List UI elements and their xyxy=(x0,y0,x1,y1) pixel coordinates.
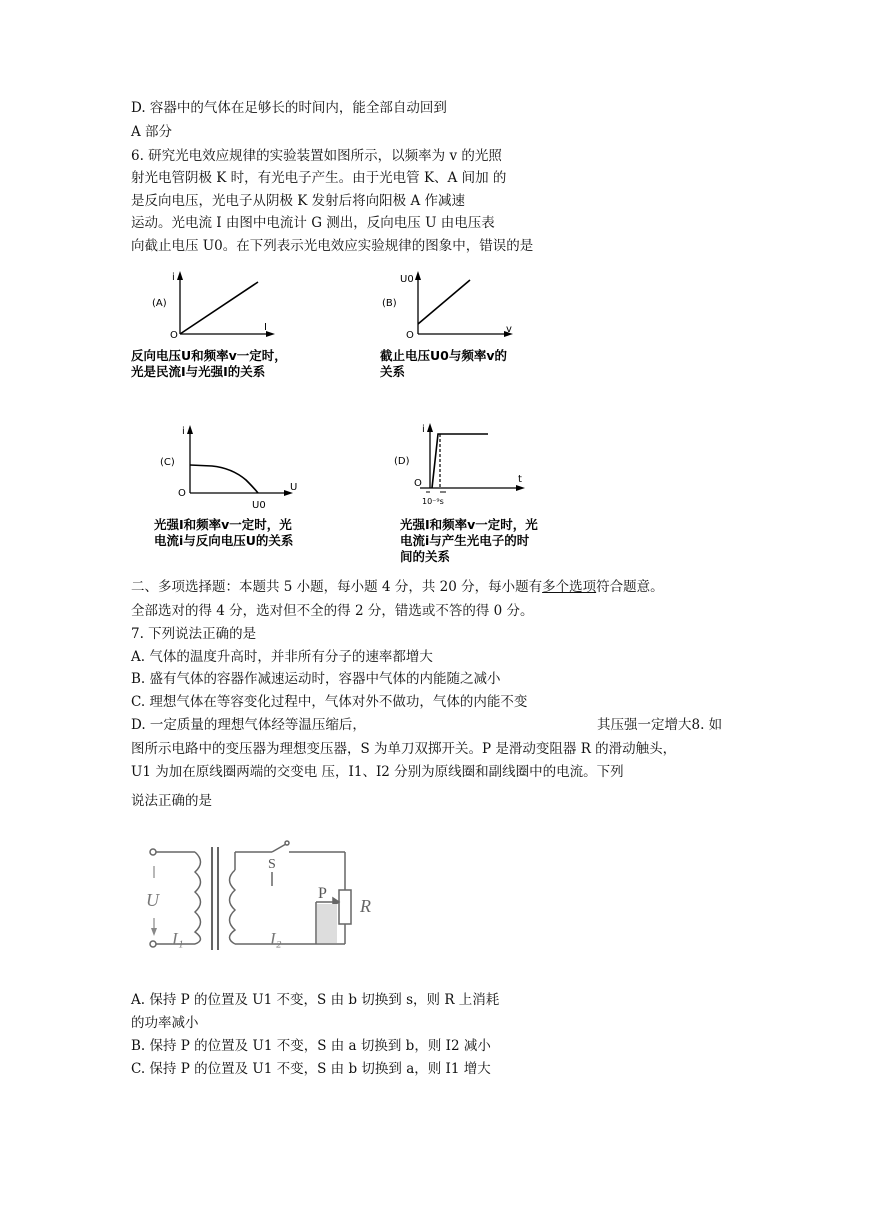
graph-d-caption1: 光强I和频率v一定时，光 xyxy=(400,517,538,532)
q6-stem-line2: 射光电管阴极 K 时，有光电子产生。由于光电管 K、A 间加 的 xyxy=(131,170,507,186)
q6-stem-line5: 向截止电压 U0。在下列表示光电效应实验规律的图象中，错误的是 xyxy=(131,238,534,254)
graph-a-ylabel: i xyxy=(172,272,175,283)
graph-b-xlabel: v xyxy=(506,324,512,335)
graph-c-tag: (C) xyxy=(160,457,175,468)
circuit-label-i1: I₁ xyxy=(172,929,184,948)
graph-b xyxy=(378,266,518,346)
graph-c-caption2: 电流i与反向电压U的关系 xyxy=(154,533,294,548)
section2-line2: 全部选对的得 4 分，选对但不全的得 2 分，错选或不答的得 0 分。 xyxy=(131,603,534,619)
graph-d-ylabel: i xyxy=(422,424,425,435)
graph-d-time-mark: 10⁻⁹s xyxy=(422,497,444,506)
q5-option-d: D. 容器中的气体在足够长的时间内，能全部自动回到 xyxy=(131,100,447,116)
q7-option-b: B. 盛有气体的容器作减速运动时，容器中气体的内能随之减小 xyxy=(131,671,501,687)
q6-stem-line4: 运动。光电流 I 由图中电流计 G 测出，反向电压 U 由电压表 xyxy=(131,215,495,231)
circuit-label-u: U xyxy=(146,890,159,910)
section2-line1-pre: 二、多项选择题：本题共 5 小题，每小题 4 分，共 20 分，每小题有 xyxy=(131,579,543,595)
graph-a-xlabel: I xyxy=(264,322,267,333)
q8-option-a-cont: 的功率减小 xyxy=(131,1015,199,1031)
q8-option-a: A. 保持 P 的位置及 U1 不变，S 由 b 切换到 s，则 R 上消耗 xyxy=(131,992,500,1008)
section2-line1-underlined: 多个选项 xyxy=(542,579,597,595)
graph-b-caption2: 关系 xyxy=(380,364,406,379)
q6-stem-line1: 6. 研究光电效应规律的实验装置如图所示，以频率为 v 的光照 xyxy=(131,148,502,164)
q7-stem: 7. 下列说法正确的是 xyxy=(131,626,257,642)
graph-b-tag: (B) xyxy=(382,298,397,309)
graph-d-caption2: 电流i与产生光电子的时 xyxy=(400,533,530,548)
graph-a-tag: (A) xyxy=(152,298,167,309)
q8-stem-line2: U1 为加在原线圈两端的交变电 压，I1、I2 分别为原线圈和副线圈中的电流。下列 xyxy=(131,764,624,780)
graph-c xyxy=(150,420,300,515)
graph-a-caption2: 光是民流I与光强I的关系 xyxy=(131,364,266,379)
graph-c-ylabel: i xyxy=(182,426,185,437)
q7-option-d: D. 一定质量的理想气体经等温压缩后， xyxy=(131,717,366,733)
graph-c-caption1: 光强I和频率v一定时，光 xyxy=(154,517,292,532)
graph-a-caption1: 反向电压U和频率v一定时， xyxy=(131,348,287,363)
graph-b-caption1: 截止电压U0与频率v的 xyxy=(380,348,507,363)
section2-line1 xyxy=(131,578,664,596)
graph-a xyxy=(140,266,280,346)
graph-c-xlabel: U xyxy=(290,482,298,493)
graph-c-origin: O xyxy=(178,488,186,499)
circuit-label-r: R xyxy=(360,896,371,916)
circuit-label-p: P xyxy=(318,885,327,902)
q8-stem-line1: 图所示电路中的变压器为理想变压器，S 为单刀双掷开关。P 是滑动变阻器 R 的滑动触头， xyxy=(131,741,677,757)
graph-d-origin: O xyxy=(414,478,422,489)
q7-option-a: A. 气体的温度升高时，并非所有分子的速率都增大 xyxy=(131,649,433,665)
q8-option-b: B. 保持 P 的位置及 U1 不变，S 由 a 切换到 b，则 I2 减小 xyxy=(131,1038,491,1054)
graph-d xyxy=(390,420,540,515)
q8-option-c: C. 保持 P 的位置及 U1 不变，S 由 b 切换到 a，则 I1 增大 xyxy=(131,1061,491,1077)
circuit-label-i2: I₂ xyxy=(270,929,282,948)
graph-b-ylabel: U0 xyxy=(400,274,414,285)
transformer-circuit xyxy=(140,832,390,962)
graph-a-origin: O xyxy=(170,330,178,341)
graph-d-xlabel: t xyxy=(518,474,522,485)
q6-stem-line3: 是反向电压，光电子从阴极 K 发射后将向阳极 A 作减速 xyxy=(131,193,465,209)
graph-d-tag: (D) xyxy=(394,456,410,467)
section2-line1-post: 符合题意。 xyxy=(596,579,664,595)
q5-option-d-cont: A 部分 xyxy=(131,124,173,140)
q7-option-c: C. 理想气体在等容变化过程中，气体对外不做功，气体的内能不变 xyxy=(131,694,528,710)
graph-d-caption3: 间的关系 xyxy=(400,549,451,564)
q8-stem-line3: 说法正确的是 xyxy=(131,793,212,809)
q7-option-d-end: 其压强一定增大8. 如 xyxy=(597,717,723,733)
circuit-label-s: S xyxy=(268,857,276,872)
graph-b-origin: O xyxy=(406,330,414,341)
graph-c-u0: U0 xyxy=(252,500,266,511)
